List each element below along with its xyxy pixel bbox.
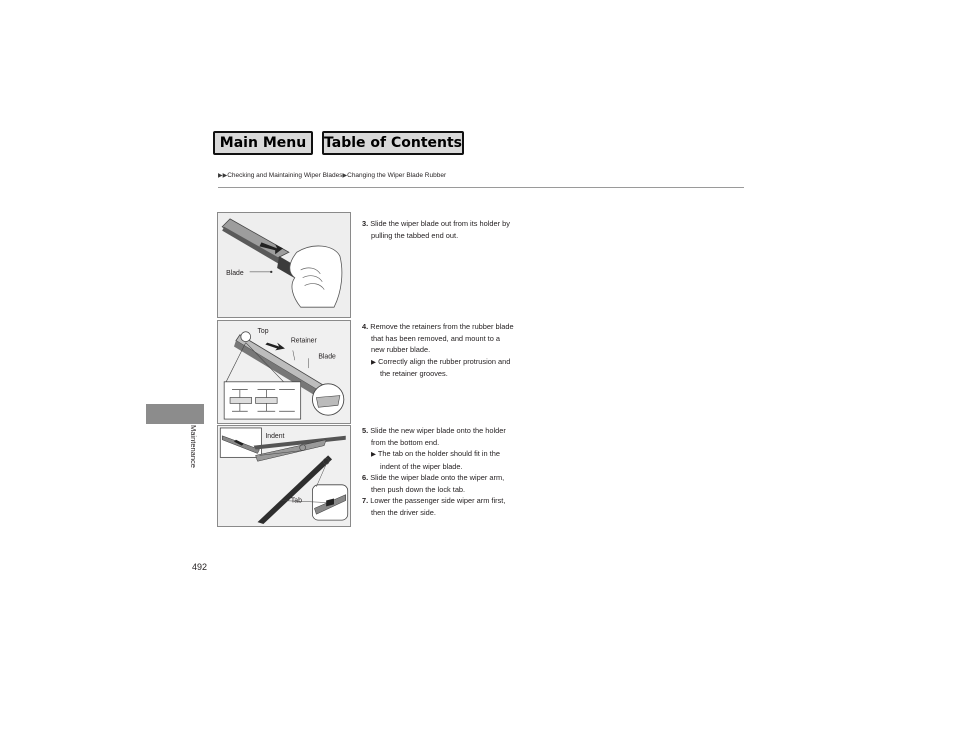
- callout-indent: Indent: [265, 432, 285, 440]
- step-text: that has been removed, and mount to a: [371, 333, 501, 343]
- step-6: [362, 472, 552, 495]
- breadcrumb: [218, 172, 446, 179]
- illustration-retainers: [218, 321, 350, 423]
- arrow-icon: ▶: [342, 173, 348, 179]
- step-3: [362, 218, 552, 241]
- step-4: [362, 321, 552, 380]
- page-number: 492: [192, 562, 208, 572]
- callout-retainer: Retainer: [290, 337, 317, 345]
- section-label: [188, 425, 200, 485]
- callout-top: Top: [257, 327, 269, 335]
- breadcrumb-item[interactable]: Changing the Wiper Blade Rubber: [347, 172, 447, 179]
- step-note: The tab on the holder should fit in the: [377, 449, 500, 458]
- step-number: 6.: [362, 473, 369, 482]
- step-text: then the driver side.: [371, 507, 436, 517]
- step-text: pulling the tabbed end out.: [371, 230, 459, 240]
- step-number: 5.: [362, 426, 369, 435]
- breadcrumb-item[interactable]: Checking and Maintaining Wiper Blades: [227, 172, 343, 179]
- step-note: the retainer grooves.: [380, 369, 448, 378]
- step-text: Slide the wiper blade out from its holder by: [370, 219, 510, 228]
- step-text: then push down the lock tab.: [371, 484, 466, 494]
- step-text: Slide the new wiper blade onto the holder: [370, 426, 506, 435]
- arrow-icon: ▶: [371, 451, 376, 458]
- step-text: Slide the wiper blade onto the wiper arm,: [370, 473, 505, 482]
- illustration-install-blade: [218, 426, 350, 526]
- step-text: from the bottom end.: [371, 437, 440, 447]
- step-number: 7.: [362, 496, 369, 505]
- figure-install-blade: [217, 425, 351, 527]
- section-label-text: Maintenance: [189, 425, 198, 468]
- callout-blade: Blade: [318, 353, 336, 361]
- step-note: Correctly align the rubber protrusion and: [378, 356, 511, 366]
- illustration-remove-blade: [218, 213, 350, 317]
- figure-retainers: [217, 320, 351, 424]
- callout-blade: Blade: [226, 269, 244, 277]
- step-note: indent of the wiper blade.: [380, 461, 463, 471]
- step-text: new rubber blade.: [371, 345, 431, 354]
- step-text: Remove the retainers from the rubber blade: [370, 322, 514, 331]
- step-5: [362, 425, 552, 518]
- table-of-contents-button[interactable]: Table of Contents: [322, 131, 464, 155]
- figure-remove-blade: [217, 212, 351, 318]
- double-arrow-icon: ▶▶: [218, 173, 228, 179]
- arrow-icon: ▶: [371, 358, 376, 366]
- main-menu-button[interactable]: Main Menu: [213, 131, 313, 155]
- step-7: [362, 495, 552, 518]
- header-divider: [218, 187, 744, 188]
- callout-tab: Tab: [290, 497, 302, 505]
- section-tab: [146, 404, 204, 424]
- step-text: Lower the passenger side wiper arm first,: [370, 496, 506, 505]
- step-number: 3.: [362, 219, 369, 228]
- step-number: 4.: [362, 322, 369, 331]
